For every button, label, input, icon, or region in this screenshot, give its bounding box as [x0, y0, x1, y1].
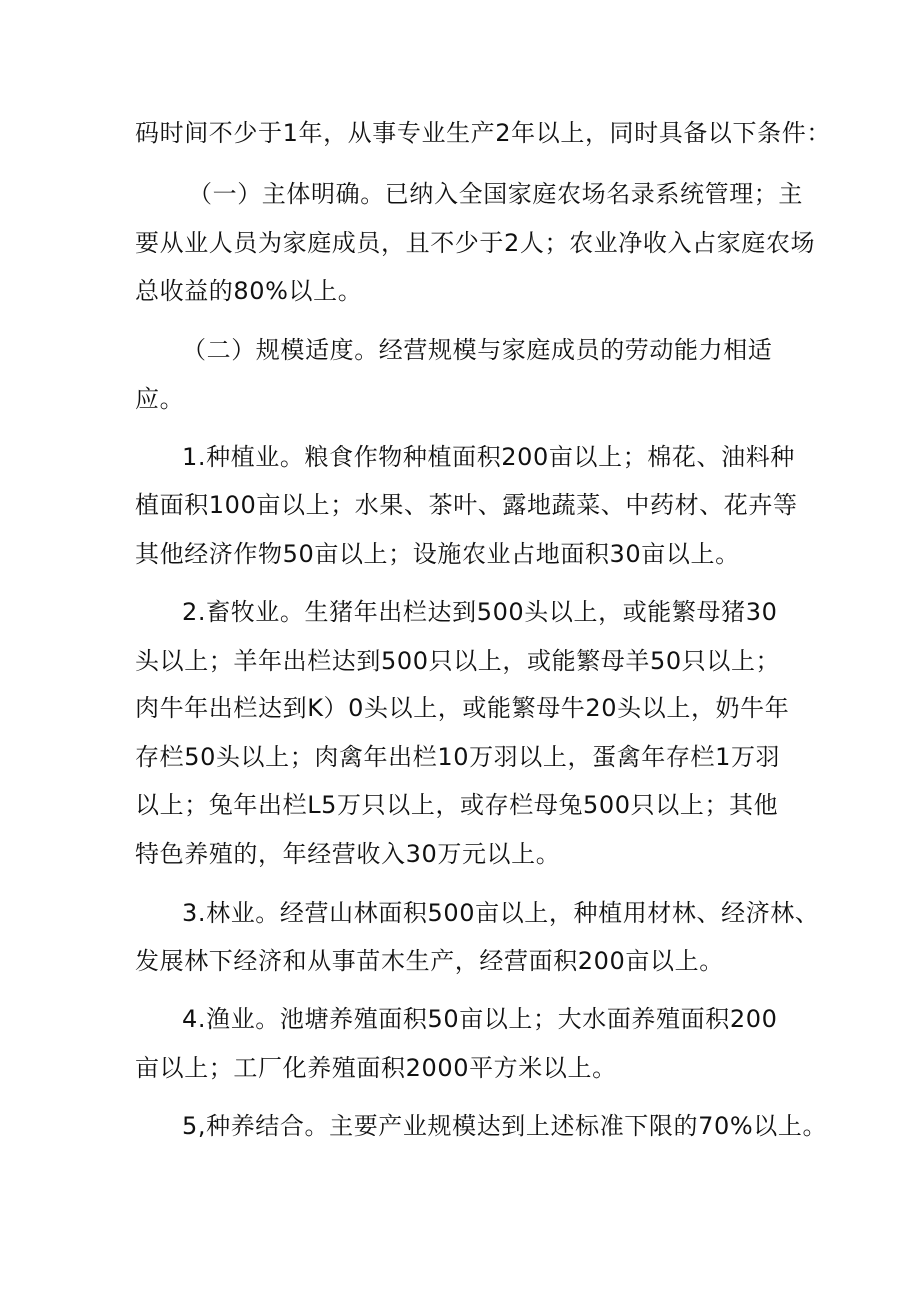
paragraph-line: 以上；兔年出栏L5万只以上，或存栏母兔500只以上；其他	[135, 791, 779, 819]
paragraph-line: 亩以上；工厂化养殖面积2000平方米以上。	[135, 1054, 617, 1082]
paragraph-line: 肉牛年出栏达到K）0头以上，或能繁母牛20头以上，奶牛年	[135, 694, 790, 722]
paragraph-line: 5,种养结合。主要产业规模达到上述标准下限的70%以上。	[182, 1112, 828, 1140]
paragraph-line: 特色养殖的，年经营收入30万元以上。	[135, 840, 561, 868]
paragraph-line: 发展林下经济和从事苗木生产，经营面积200亩以上。	[135, 947, 724, 975]
paragraph-line: （二）规模适度。经营规模与家庭成员的劳动能力相适	[182, 336, 773, 364]
paragraph-line: 其他经济作物50亩以上；设施农业占地面积30亩以上。	[135, 540, 740, 568]
paragraph-line: 1.种植业。粮食作物种植面积200亩以上；棉花、油料种	[182, 443, 795, 471]
paragraph-line: （一）主体明确。已纳入全国家庭农场名录系统管理；主	[188, 180, 803, 208]
paragraph-line: 存栏50头以上；肉禽年出栏10万羽以上，蛋禽年存栏1万羽	[135, 743, 781, 771]
paragraph-line: 总收益的80%以上。	[135, 277, 363, 305]
paragraph-line: 应。	[135, 385, 185, 413]
paragraph-line: 3.林业。经营山林面积500亩以上，种植用材林、经济林、	[182, 899, 820, 927]
paragraph-line: 要从业人员为家庭成员，且不少于2人；农业净收入占家庭农场	[135, 229, 816, 257]
paragraph-line: 码时间不少于1年，从事专业生产2年以上，同时具备以下条件：	[135, 119, 831, 147]
paragraph-line: 植面积100亩以上；水果、茶叶、露地蔬菜、中药材、花卉等	[135, 491, 798, 519]
paragraph-line: 2.畜牧业。生猪年出栏达到500头以上，或能繁母猪30	[182, 598, 778, 626]
paragraph-line: 4.渔业。池塘养殖面积50亩以上；大水面养殖面积200	[182, 1005, 778, 1033]
paragraph-line: 头以上；羊年出栏达到500只以上，或能繁母羊50只以上；	[135, 647, 781, 675]
